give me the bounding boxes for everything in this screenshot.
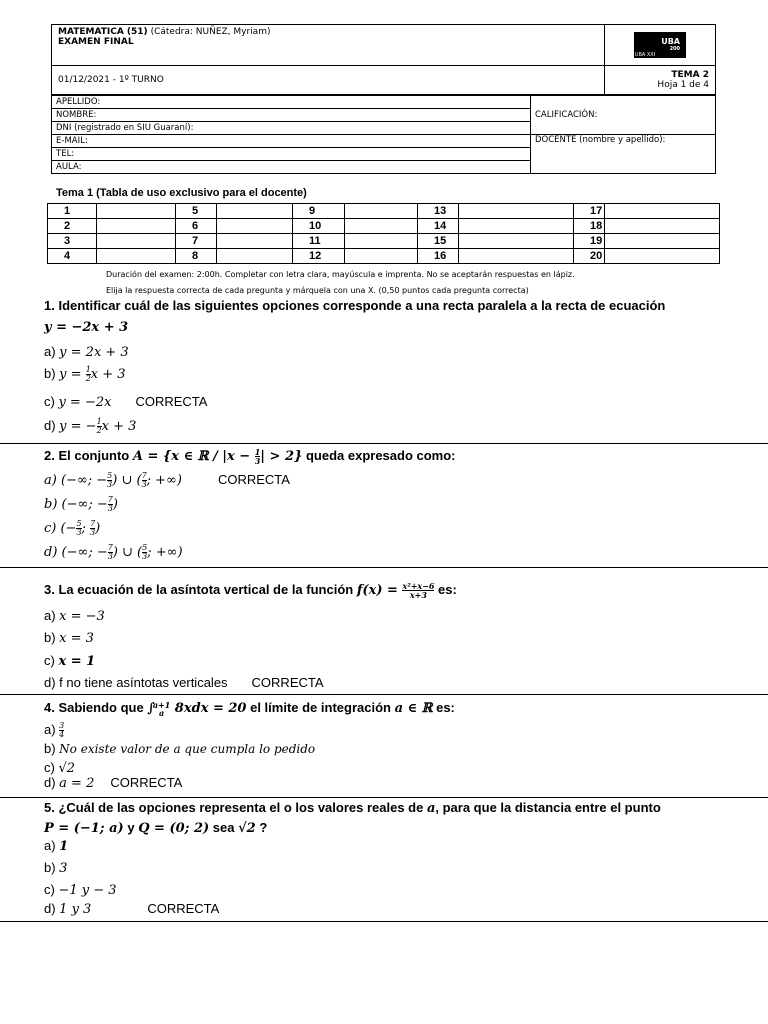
grid-answer-cell[interactable] (605, 234, 720, 249)
course-chair: (Cátedra: NUÑEZ, Myriam) (150, 27, 271, 37)
field-tel[interactable]: TEL: (52, 148, 531, 161)
grid-number: 13 (418, 204, 459, 219)
grid-number: 18 (574, 219, 605, 234)
grid-row (48, 219, 720, 234)
q3-text: 3. La ecuación de la asíntota vertical de la función f(x) = $\frac{\text{x²+x−6}}{x+3}$ es: (44, 581, 457, 601)
grid-number: 9 (293, 204, 345, 219)
grid-answer-cell[interactable] (97, 249, 176, 264)
uba-logo (634, 32, 686, 58)
q5-text: 5. ¿Cuál de las opciones representa el o los valores reales de a, para que la distancia entre el punto (44, 800, 661, 816)
grid-answer-cell[interactable] (345, 234, 418, 249)
grid-number: 7 (176, 234, 217, 249)
grid-answer-cell[interactable] (605, 249, 720, 264)
instruction-marking: Elija la respuesta correcta de cada pregunta y márquela con una X. (0,50 puntos cada pregunta correcta) (106, 286, 529, 295)
grid-number: 6 (176, 219, 217, 234)
q4-option-b[interactable]: b) No existe valor de a que cumpla lo pedido (44, 741, 316, 756)
grid-number: 12 (293, 249, 345, 264)
q1-option-d[interactable]: d) y = − $\frac{1}{2}$ x + 3 (44, 417, 137, 436)
q2-option-d[interactable]: d) (−∞; − $\frac{7}{3}$ ) ∪ ( $\frac{5}{3}$ ; +∞) (44, 543, 183, 562)
grid-row (48, 234, 720, 249)
grid-answer-cell[interactable] (345, 249, 418, 264)
q4-option-c[interactable]: c) √2 (44, 760, 76, 776)
sheet-number: Hoja 1 de 4 (657, 80, 709, 90)
exam-title-cell (52, 25, 605, 66)
divider (0, 567, 768, 568)
grid-answer-cell[interactable] (459, 234, 574, 249)
grid-answer-cell[interactable] (97, 234, 176, 249)
q1-option-c[interactable]: c) y = −2x CORRECTA (44, 394, 208, 410)
q1-text: 1. Identificar cuál de las siguientes opciones corresponde a una recta paralela a la recta de ecuación (44, 298, 666, 313)
correct-mark: CORRECTA (110, 775, 183, 790)
q1-option-b[interactable]: b) y = $\frac{1}{2}$ x + 3 (44, 365, 126, 384)
grid-answer-cell[interactable] (217, 204, 293, 219)
q4-option-d[interactable]: d) a = 2 CORRECTA (44, 775, 183, 791)
q1-option-a[interactable]: a) y = 2x + 3 (44, 344, 129, 360)
q3-option-a[interactable]: a) x = −3 (44, 608, 105, 624)
grid-row (48, 204, 720, 219)
grid-title: Tema 1 (Tabla de uso exclusivo para el docente) (56, 187, 307, 199)
q2-option-c[interactable]: c) (− $\frac{5}{3}$ ; $\frac{7}{3}$ ) (44, 519, 101, 538)
answer-grid (47, 203, 720, 264)
grid-row (48, 249, 720, 264)
field-apellido[interactable]: APELLIDO: (52, 96, 531, 109)
field-email[interactable]: E-MAIL: (52, 135, 531, 148)
q5-option-d[interactable]: d) 1 y 3 CORRECTA (44, 901, 220, 917)
grid-answer-cell[interactable] (345, 204, 418, 219)
exam-type: EXAMEN FINAL (58, 37, 134, 47)
q5-option-b[interactable]: b) 3 (44, 860, 68, 876)
q3-option-d[interactable]: d) f no tiene asíntotas verticales CORRECTA (44, 675, 324, 690)
q5-points: P = (−1; a) y Q = (0; 2) sea √2 ? (44, 820, 268, 836)
q2-option-b[interactable]: b) (−∞; − $\frac{7}{3}$ ) (44, 495, 118, 514)
grid-answer-cell[interactable] (459, 249, 574, 264)
correct-mark: CORRECTA (251, 675, 324, 690)
grid-answer-cell[interactable] (97, 204, 176, 219)
course-name: MATEMATICA (51) (58, 27, 148, 37)
grid-number: 3 (48, 234, 97, 249)
logo-cell (605, 25, 716, 66)
grid-number: 1 (48, 204, 97, 219)
divider (0, 694, 768, 695)
q4-option-a[interactable]: a) $\frac{3}{4}$ (44, 721, 65, 740)
uba-xxi-mark: UBA XXI (634, 32, 656, 58)
q3-option-c[interactable]: c) x = 1 (44, 653, 96, 669)
q4-text: 4. Sabiendo que ∫ a+1 a 8xdx = 20 el límite de integración a ∈ ℝ es: (44, 699, 455, 718)
divider (0, 797, 768, 798)
exam-header (51, 24, 716, 95)
grid-number: 19 (574, 234, 605, 249)
grid-number: 17 (574, 204, 605, 219)
uba-200-mark: UBA 200 (656, 32, 686, 58)
tema-label: TEMA 2 (671, 70, 709, 80)
field-aula[interactable]: AULA: (52, 161, 531, 174)
student-info-table (51, 95, 716, 174)
grid-answer-cell[interactable] (459, 204, 574, 219)
divider (0, 443, 768, 444)
grid-number: 10 (293, 219, 345, 234)
field-dni[interactable]: DNI (registrado en SIU Guaraní): (52, 122, 531, 135)
instruction-duration: Duración del examen: 2:00h. Completar con letra clara, mayúscula e imprenta. No se aceptarán respuestas en lápiz. (106, 270, 575, 279)
field-calificacion[interactable]: CALIFICACIÓN: (531, 96, 716, 135)
q2-text: 2. El conjunto A = {x ∈ ℝ / |x − $\frac{1}{3}$ | > 2} queda expresado como: (44, 447, 456, 467)
correct-mark: CORRECTA (147, 901, 220, 916)
grid-answer-cell[interactable] (459, 219, 574, 234)
grid-number: 5 (176, 204, 217, 219)
correct-mark: CORRECTA (217, 472, 290, 487)
grid-number: 8 (176, 249, 217, 264)
grid-answer-cell[interactable] (605, 219, 720, 234)
grid-number: 20 (574, 249, 605, 264)
grid-number: 15 (418, 234, 459, 249)
grid-number: 4 (48, 249, 97, 264)
grid-number: 14 (418, 219, 459, 234)
grid-answer-cell[interactable] (217, 234, 293, 249)
grid-answer-cell[interactable] (217, 249, 293, 264)
correct-mark: CORRECTA (135, 394, 208, 409)
grid-answer-cell[interactable] (605, 204, 720, 219)
grid-answer-cell[interactable] (97, 219, 176, 234)
q1-equation: y = −2x + 3 (44, 320, 129, 335)
divider (0, 921, 768, 922)
grid-number: 2 (48, 219, 97, 234)
exam-date: 01/12/2021 - 1º TURNO (52, 66, 605, 95)
field-docente[interactable]: DOCENTE (nombre y apellido): (531, 135, 716, 174)
grid-number: 11 (293, 234, 345, 249)
q5-option-a[interactable]: a) 1 (44, 838, 69, 854)
q3-option-b[interactable]: b) x = 3 (44, 630, 94, 646)
field-nombre[interactable]: NOMBRE: (52, 109, 531, 122)
q5-option-c[interactable]: c) −1 y − 3 (44, 882, 117, 898)
grid-number: 16 (418, 249, 459, 264)
grid-answer-cell[interactable] (345, 219, 418, 234)
grid-answer-cell[interactable] (217, 219, 293, 234)
q2-option-a[interactable]: a) (−∞; − $\frac{5}{3}$ ) ∪ ( $\frac{7}{3}$ ; +∞) CORRECTA (44, 471, 290, 490)
